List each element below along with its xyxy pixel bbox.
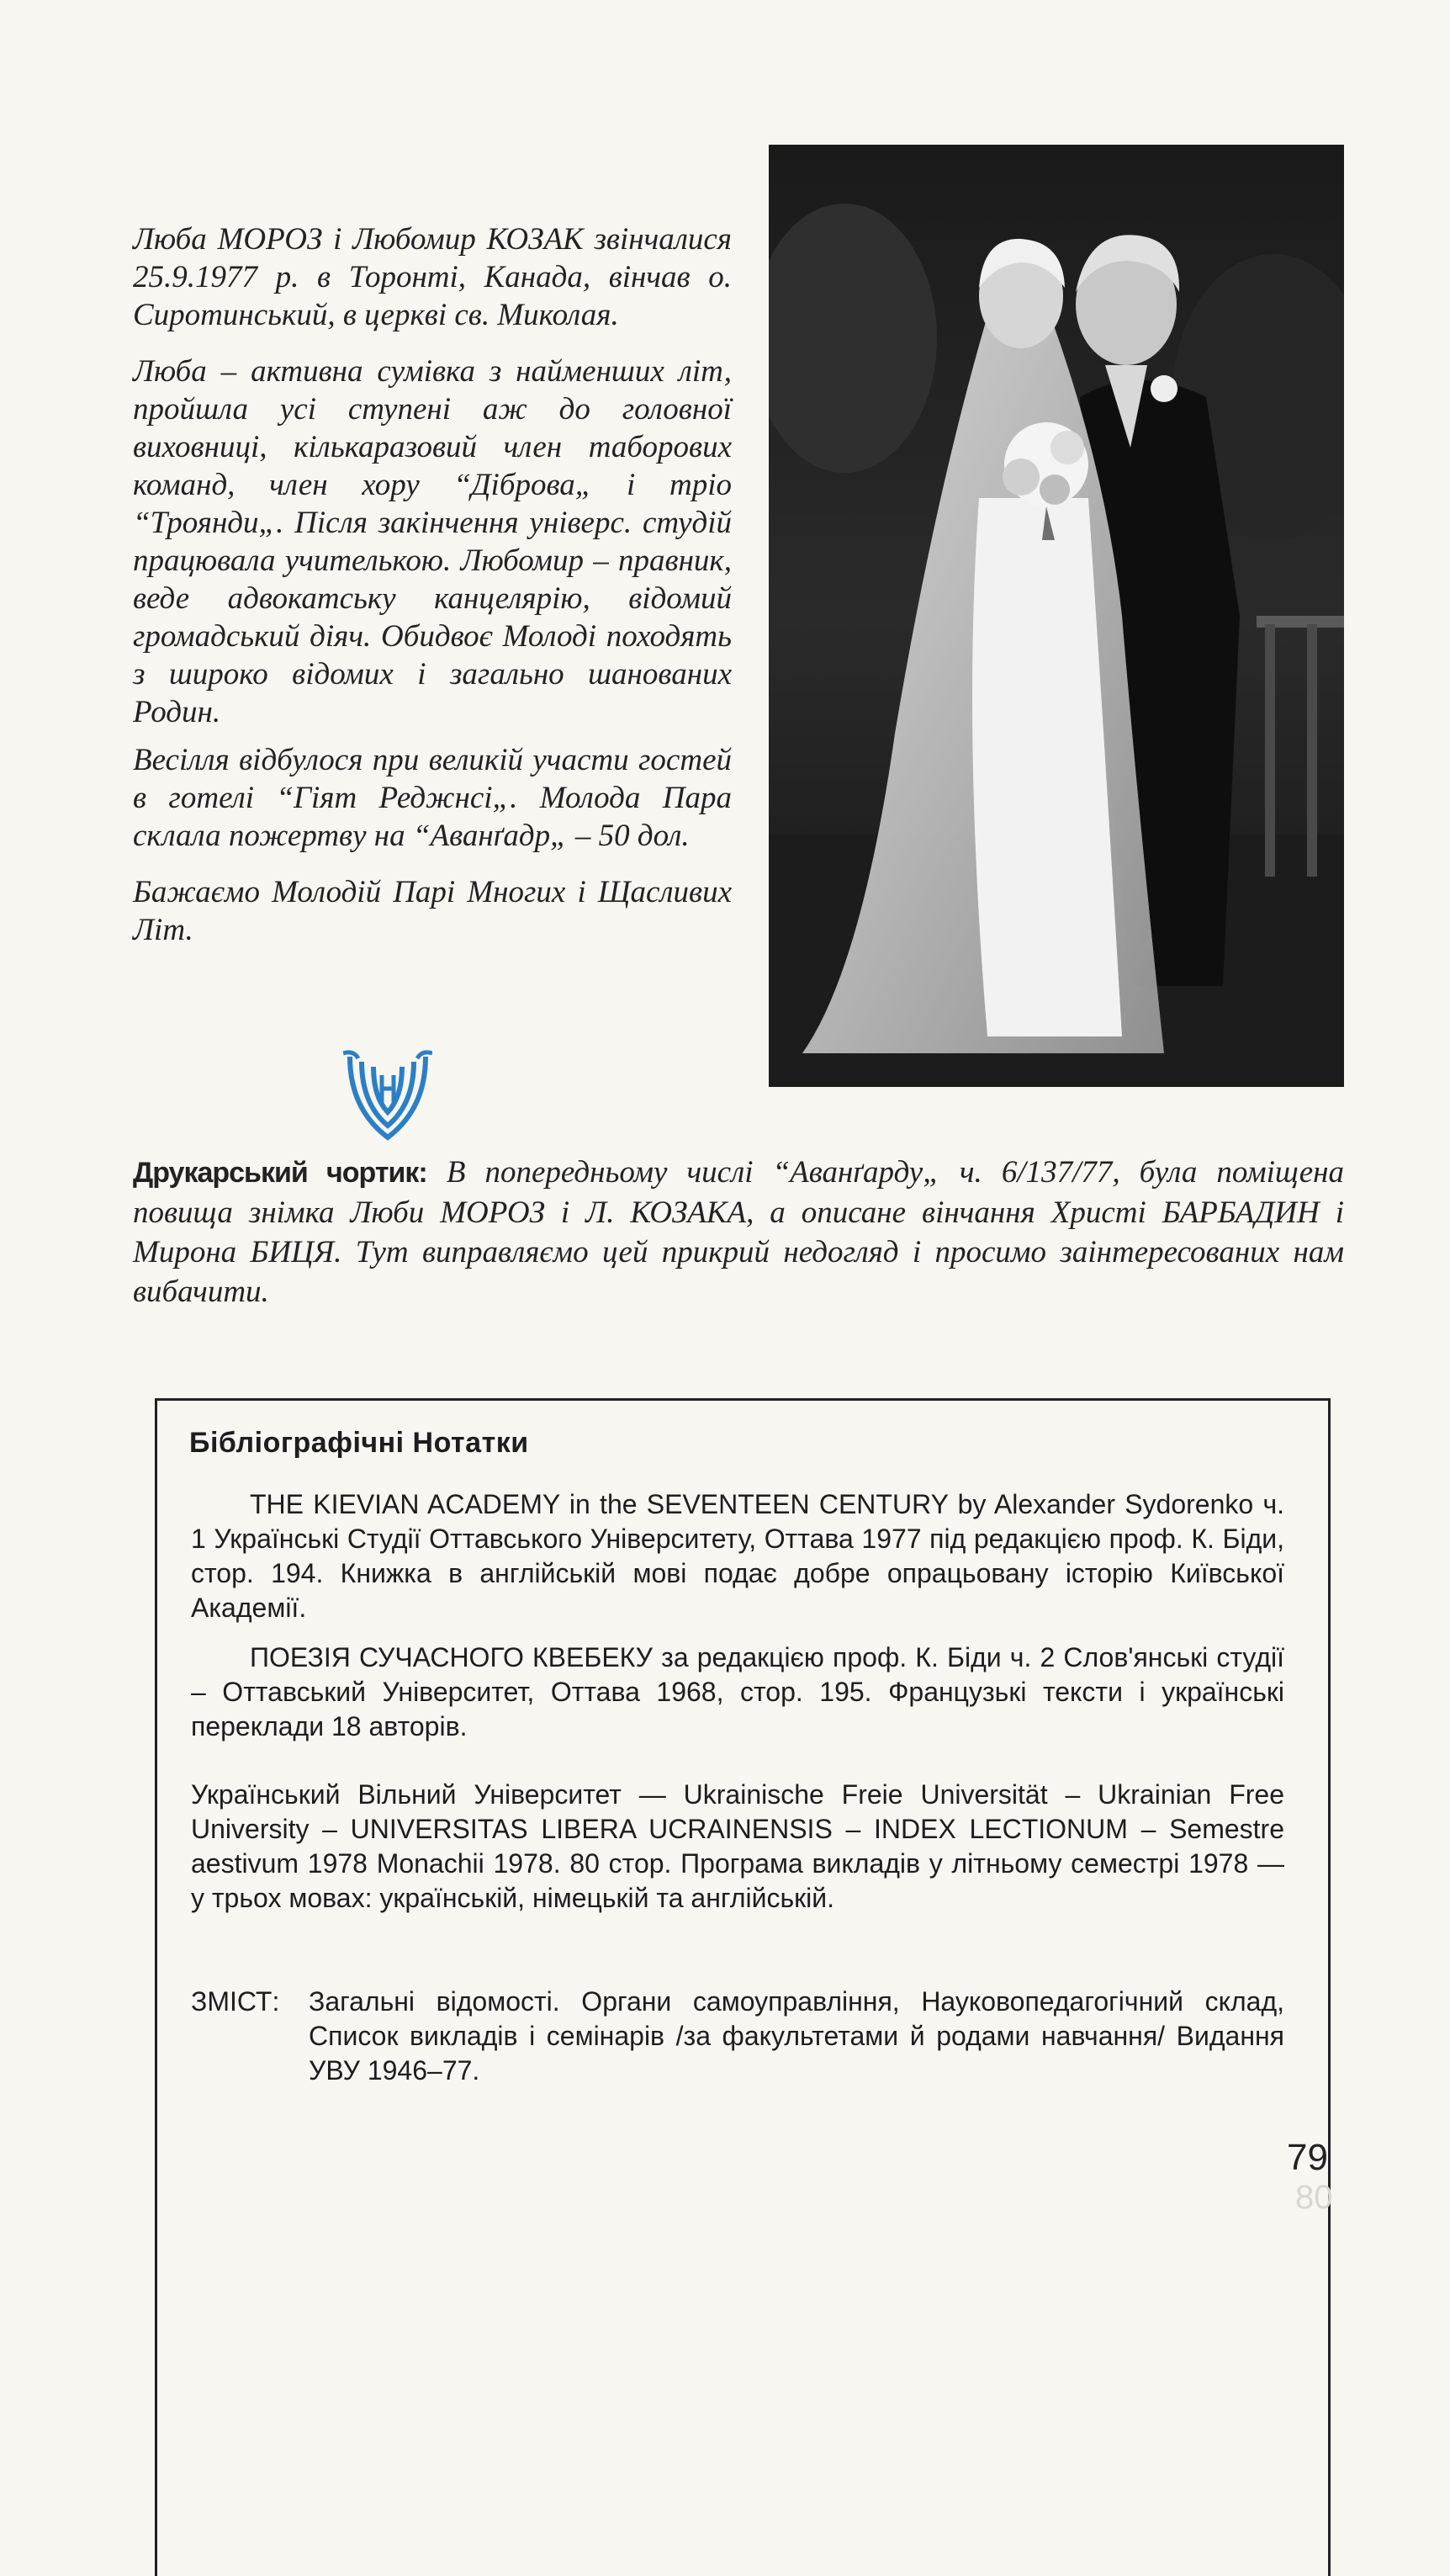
bibliography-box: [155, 1398, 1331, 2576]
page-number: 79: [1287, 2137, 1328, 2178]
bibliography-entry-2: ПОЕЗІЯ СУЧАСНОГО КВЕБЕКУ за редакцією проф. К. Біди ч. 2 Слов'янські студії – Оттавський Університет, Оттава 1968, стор. 195. Французькі тексти і українські переклади 18 авторів.: [191, 1642, 1284, 1741]
bibliography-entry-3: Український Вільний Університет — Ukrainische Freie Universität – Ukrainian Free University – UNIVERSITAS LIBERA UCRAINENSIS – INDEX LECTIONUM – Semestre aestivum 1978 Monachii 1978. 80 стор. Програма викладів у літньому семестрі 1978 — у трьох мовах: українській, німецькій та англійській.: [191, 1779, 1284, 1913]
wedding-photo-illustration: [769, 145, 1344, 1087]
bibliography-contents: [191, 1985, 1284, 2088]
wedding-announcement: [133, 220, 732, 967]
bleed-through-page-number: 80: [1295, 2179, 1333, 2216]
announcement-paragraph-3: Весілля відбулося при великій участи гостей в готелі “Гіят Реджнсі„. Молода Пара склала пожертву на “Аванґадр„ – 50 дол.: [133, 743, 732, 853]
bibliography-entry-1: THE KIEVIAN ACADEMY in the SEVENTEEN CENTURY by Alexander Sydorenko ч. 1 Українські Студії Оттавського Університету, Оттава 1977 під редакцією проф. К. Біди, стор. 194. Книжка в англійській мові подає добре опрацьовану історію Київської Академії.: [191, 1489, 1284, 1623]
announcement-paragraph-2: Люба – активна сумівка з найменших літ, пройшла усі ступені аж до головної виховниці, кількаразовий член таборових команд, член хору “Діброва„ і тріо “Троянди„. Після закінчення універс. студій працювала учителькою. Любомир – правник, веде адвокатську канцелярію, відомий громадський діяч. Обидвоє Молоді походять з широко відомих і загально шанованих Родин.: [133, 354, 732, 729]
wedding-photo: [769, 145, 1344, 1087]
announcement-paragraph-1: Люба МОРОЗ і Любомир КОЗАК звінчалися 25.9.1977 р. в Торонті, Канада, вінчав о. Сиротинський, в церкві св. Миколая.: [133, 222, 732, 332]
contents-label: ЗМІСТ:: [191, 1986, 280, 2017]
note-text: В попередньому числі “Аванґарду„ ч. 6/137/77, була поміщена повища знімка Люби МОРОЗ і Л. КОЗАКА, а описане вінчання Христі БАРБАДИН і Мирона БИЦЯ. Тут виправляємо цей прикрий недогляд і просимо заінтересованих нам вибачити.: [133, 1155, 1344, 1309]
avangard-logo-icon: [343, 1050, 432, 1142]
bibliography-title: Бібліографічні Нотатки: [189, 1427, 529, 1459]
printers-devil-note: [133, 1153, 1344, 1312]
announcement-paragraph-4: Бажаємо Молодій Парі Многих і Щасливих Літ.: [133, 875, 732, 947]
contents-text: Загальні відомості. Органи самоуправління, Науковопедагогічний склад, Список викладів і семінарів /за факультетами й родами навчання/ Видання УВУ 1946–77.: [309, 1986, 1284, 2086]
note-lead: Друкарський чортик:: [133, 1157, 427, 1189]
